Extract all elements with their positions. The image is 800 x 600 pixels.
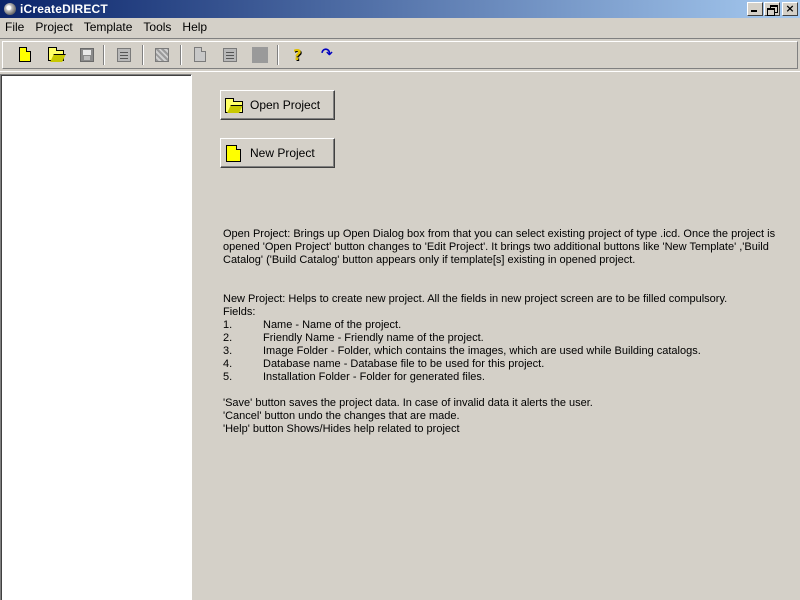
open-folder-button[interactable]	[47, 46, 65, 64]
buttons-help	[223, 397, 793, 436]
menu-tools[interactable]: Tools	[143, 20, 172, 34]
save-button[interactable]	[78, 46, 96, 64]
field-row	[223, 345, 793, 358]
menu-help[interactable]: Help	[182, 20, 208, 34]
open-folder-icon	[48, 50, 64, 61]
toolbar-separator	[103, 45, 105, 65]
close-button[interactable]: ×	[782, 2, 798, 16]
new-project-help	[223, 293, 793, 384]
field-row	[223, 319, 793, 332]
template-icon	[223, 48, 237, 62]
open-project-button[interactable]	[220, 90, 335, 120]
field-text: Name - Name of the project.	[263, 319, 402, 331]
field-number: 5.	[223, 371, 233, 383]
app-cd-icon[interactable]	[3, 2, 17, 16]
menu-project[interactable]: Project	[35, 20, 73, 34]
field-text: Installation Folder - Folder for generated files.	[263, 371, 485, 383]
title-bar[interactable]	[0, 0, 800, 18]
toolbar-separator	[142, 45, 144, 65]
open-folder-icon	[225, 101, 243, 113]
fields-label: Fields:	[223, 306, 256, 318]
new-file-icon	[19, 47, 31, 62]
restore-button[interactable]	[764, 2, 780, 16]
minimize-button[interactable]	[747, 2, 763, 16]
toolbar-separator	[277, 45, 279, 65]
field-text: Friendly Name - Friendly name of the project.	[263, 332, 484, 344]
toolbar	[0, 38, 800, 72]
new-file-icon	[226, 145, 241, 162]
cancel-help-text: 'Cancel' button undo the changes that are made.	[223, 410, 460, 422]
menu-file[interactable]: File	[5, 20, 25, 34]
open-project-help-text: Open Project: Brings up Open Dialog box from that you can select existing project of type .icd. Once the project is opened 'Open Project' button changes to 'Edit Project'. It brings two additional buttons like 'New Template' ,'Build Catalog' ('Build Catalog' button appears only if template[s] existing in opened project.	[223, 228, 776, 266]
toolbar-separator	[180, 45, 182, 65]
redo-button[interactable]	[319, 46, 337, 64]
field-number: 1.	[223, 319, 233, 331]
new-file-button[interactable]	[17, 46, 35, 64]
document-button[interactable]	[191, 46, 209, 64]
field-row	[223, 332, 793, 345]
gray-block-icon	[252, 47, 268, 63]
field-number: 2.	[223, 332, 233, 344]
new-project-label: New Project	[250, 146, 315, 160]
field-number: 3.	[223, 345, 233, 357]
template-button[interactable]	[221, 46, 239, 64]
properties-button[interactable]	[115, 46, 133, 64]
document-icon	[194, 47, 206, 62]
build-icon	[155, 48, 169, 62]
field-row	[223, 358, 793, 371]
help-button[interactable]	[289, 46, 307, 64]
open-project-help	[223, 228, 793, 267]
help-button-help-text: 'Help' button Shows/Hides help related to project	[223, 423, 460, 435]
window-title: iCreateDIRECT	[20, 2, 108, 16]
new-project-help-text: New Project: Helps to create new project. All the fields in new project screen are to be filled compulsory.	[223, 293, 728, 305]
new-project-button[interactable]	[220, 138, 335, 168]
field-number: 4.	[223, 358, 233, 370]
project-tree-panel[interactable]	[0, 74, 192, 600]
menu-bar	[0, 18, 800, 37]
save-disk-icon	[80, 48, 94, 62]
properties-icon	[117, 48, 131, 62]
field-text: Image Folder - Folder, which contains the images, which are used while Building catalogs.	[263, 345, 701, 357]
field-text: Database name - Database file to be used for this project.	[263, 358, 545, 370]
stop-button[interactable]	[251, 46, 269, 64]
menu-template[interactable]: Template	[83, 20, 133, 34]
redo-icon: ↷	[321, 46, 333, 62]
save-help-text: 'Save' button saves the project data. In case of invalid data it alerts the user.	[223, 397, 593, 409]
build-catalog-button[interactable]	[153, 46, 171, 64]
field-row	[223, 371, 793, 384]
open-project-label: Open Project	[250, 98, 321, 112]
help-icon: ?	[293, 46, 302, 64]
